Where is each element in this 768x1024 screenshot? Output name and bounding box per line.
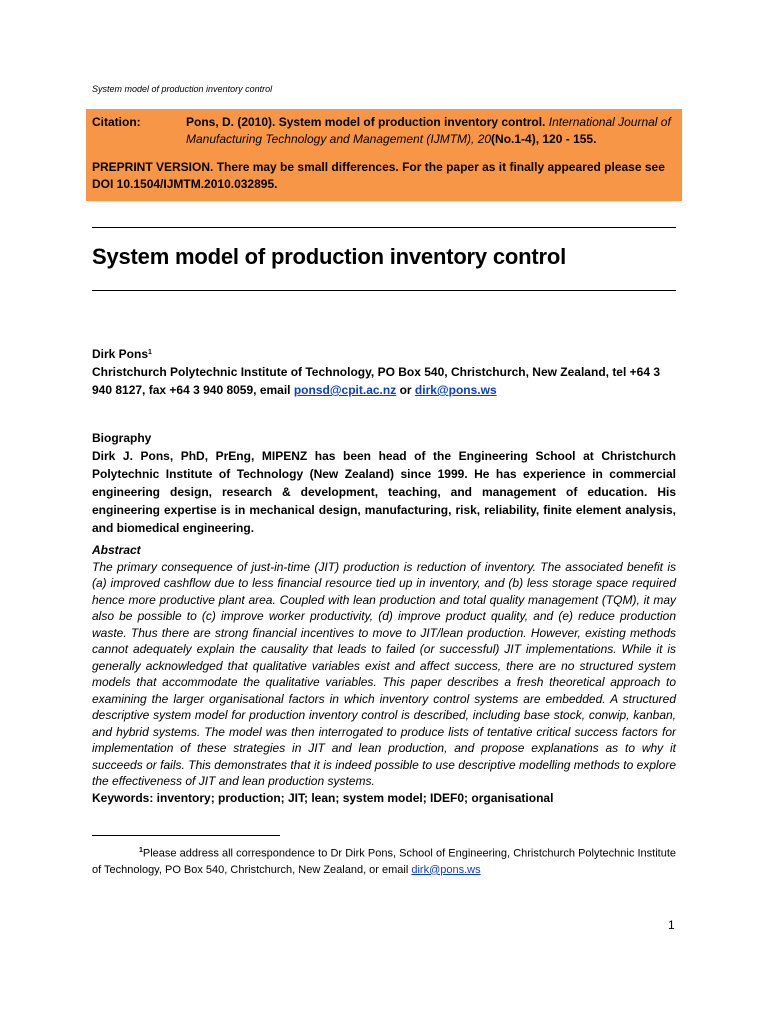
keywords-line: Keywords: inventory; production; JIT; lean; system model; IDEF0; organisational (92, 790, 554, 805)
citation-box (86, 109, 682, 201)
title-bottom-rule (92, 290, 676, 291)
preprint-note: PREPRINT VERSION. There may be small differences. For the paper as it finally appeared please see DOI 10.1504/IJMTM.2010.032895. (92, 160, 665, 191)
author-affiliation (92, 363, 676, 399)
author-footnote-marker: 1 (148, 349, 152, 356)
footnote-email-link[interactable]: dirk@pons.ws (411, 863, 481, 876)
citation-authors: Pons, D. (2010). System model of production inventory control. (186, 115, 546, 129)
abstract-text: The primary consequence of just-in-time (JIT) production is reduction of inventory. The associated benefit is (a) improved cashflow due to less financial resource tied up in inventory, and (b) less storage space required hence more productive plant area. Coupled with lean production and total quality management (TQM), it may also be possible to (c) improve worker productivity, (d) improve product quality, and (e) reduce production waste. Thus there are strong financial incentives to move to JIT/lean production. However, existing methods cannot adequately explain the causality that leads to failed (or successful) JIT implementations. While it is generally acknowledged that qualitative variables exist and affect success, there are no structured system models that accommodate the qualitative variables. This paper describes a fresh theoretical approach to examining the larger organisational factors in which inventory control systems are embedded. A structured descriptive system model for production inventory control is described, including base stock, conwip, kanban, and hybrid systems. The model was then interrogated to produce lists of tentative critical success factors for implementation of these strategies in JIT and lean production, and propose explanations as to why it succeeds or fails. This demonstrates that it is indeed possible to use descriptive modelling methods to explore the effectiveness of JIT and lean production systems. (92, 559, 676, 788)
footnote-text: Please address all correspondence to Dr Dirk Pons, School of Engineering, Christchurch Polytechnic Institute of Technology, PO Box 540, Christchurch, New Zealand, or email (92, 847, 676, 876)
paper-title: System model of production inventory control (92, 244, 567, 269)
author-block (92, 345, 676, 399)
footnote (92, 843, 676, 878)
biography-section (92, 429, 676, 537)
abstract-heading: Abstract (92, 543, 141, 557)
biography-text: Dirk J. Pons, PhD, PrEng, MIPENZ has been head of the Engineering School at Christchurch Polytechnic Institute of Technology (New Zealand) since 1999. He has experience in commercial engineering design, research & development, teaching, and management of education. His engineering expertise is in mechanical design, manufacturing, risk, reliability, finite element analysis, and biomedical engineering. (92, 449, 676, 535)
citation-journal: International Journal of Manufacturing Technology and Management (IJMTM), 20 (186, 115, 671, 146)
footnote-rule (92, 835, 280, 836)
abstract-section (92, 542, 676, 806)
citation-issue: (No.1-4), 120 - 155. (491, 132, 597, 146)
citation-row (92, 114, 676, 148)
biography-heading: Biography (92, 431, 152, 445)
citation-label: Citation: (92, 115, 141, 129)
title-top-rule (92, 227, 676, 228)
citation-text (186, 114, 676, 148)
running-header: System model of production inventory control (92, 84, 273, 94)
page-number: 1 (668, 918, 675, 932)
email-link-dirk[interactable]: dirk@pons.ws (414, 383, 497, 397)
author-name-line (92, 345, 676, 363)
author-name: Dirk Pons (92, 347, 149, 361)
footnote-marker: 1 (139, 847, 143, 854)
affiliation-text: Christchurch Polytechnic Institute of Technology, PO Box 540, Christchurch, New Zealand, tel +64 3 940 8127, fax +64 3 940 8059, email (92, 365, 661, 397)
email-link-ponsd[interactable]: ponsd@cpit.ac.nz (293, 383, 397, 397)
or-text: or (399, 383, 412, 397)
